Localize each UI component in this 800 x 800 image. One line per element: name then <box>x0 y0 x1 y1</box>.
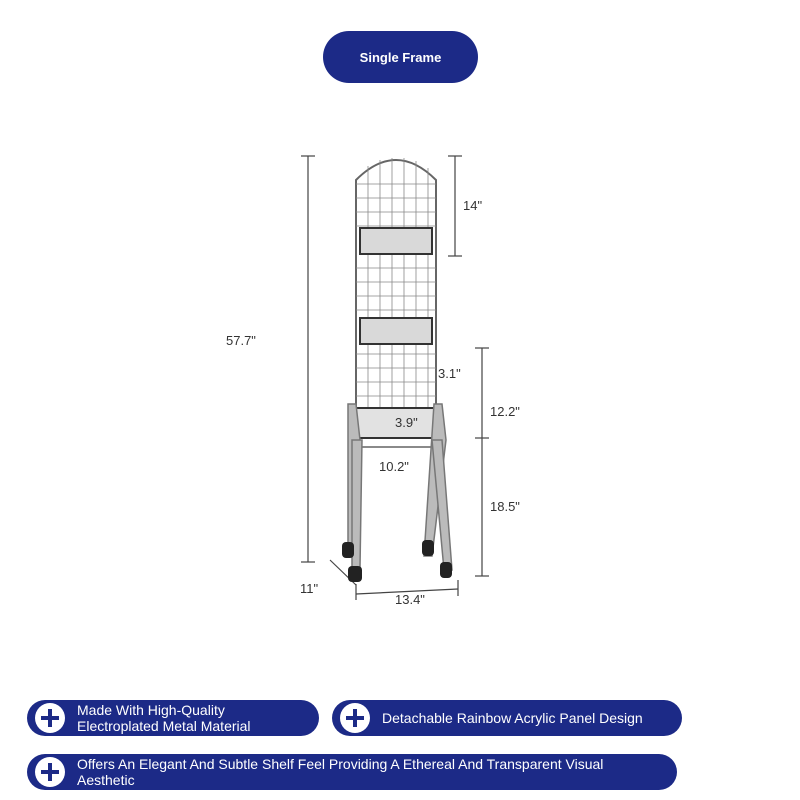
feature-text: Offers An Elegant And Subtle Shelf Feel Providing A Ethereal And Transparent Visual Aesthetic <box>77 756 604 788</box>
total-height-label: 57.7" <box>226 333 256 348</box>
page-title: Single Frame <box>359 49 442 65</box>
plus-icon <box>35 703 65 733</box>
wire-frame <box>356 158 436 410</box>
shelf-height-label: 3.9" <box>395 415 418 430</box>
feature-text: Detachable Rainbow Acrylic Panel Design <box>382 710 643 726</box>
feature-badge-aesthetic <box>27 754 677 790</box>
feature-badge-material <box>27 700 319 736</box>
base-depth-label: 11" <box>300 581 319 596</box>
middle-section-label: 12.2" <box>490 404 520 419</box>
shelf-depth-label: 3.1" <box>438 366 461 381</box>
feature-badge-acrylic <box>332 700 682 736</box>
shelf-width-label: 10.2" <box>379 459 409 474</box>
leg-height-label: 18.5" <box>490 499 520 514</box>
base-width-label: 13.4" <box>395 592 425 607</box>
plus-icon <box>35 757 65 787</box>
top-section-label: 14" <box>463 198 483 213</box>
plus-icon <box>340 703 370 733</box>
feature-text: Made With High-Quality Electroplated Metal Material <box>77 702 251 734</box>
